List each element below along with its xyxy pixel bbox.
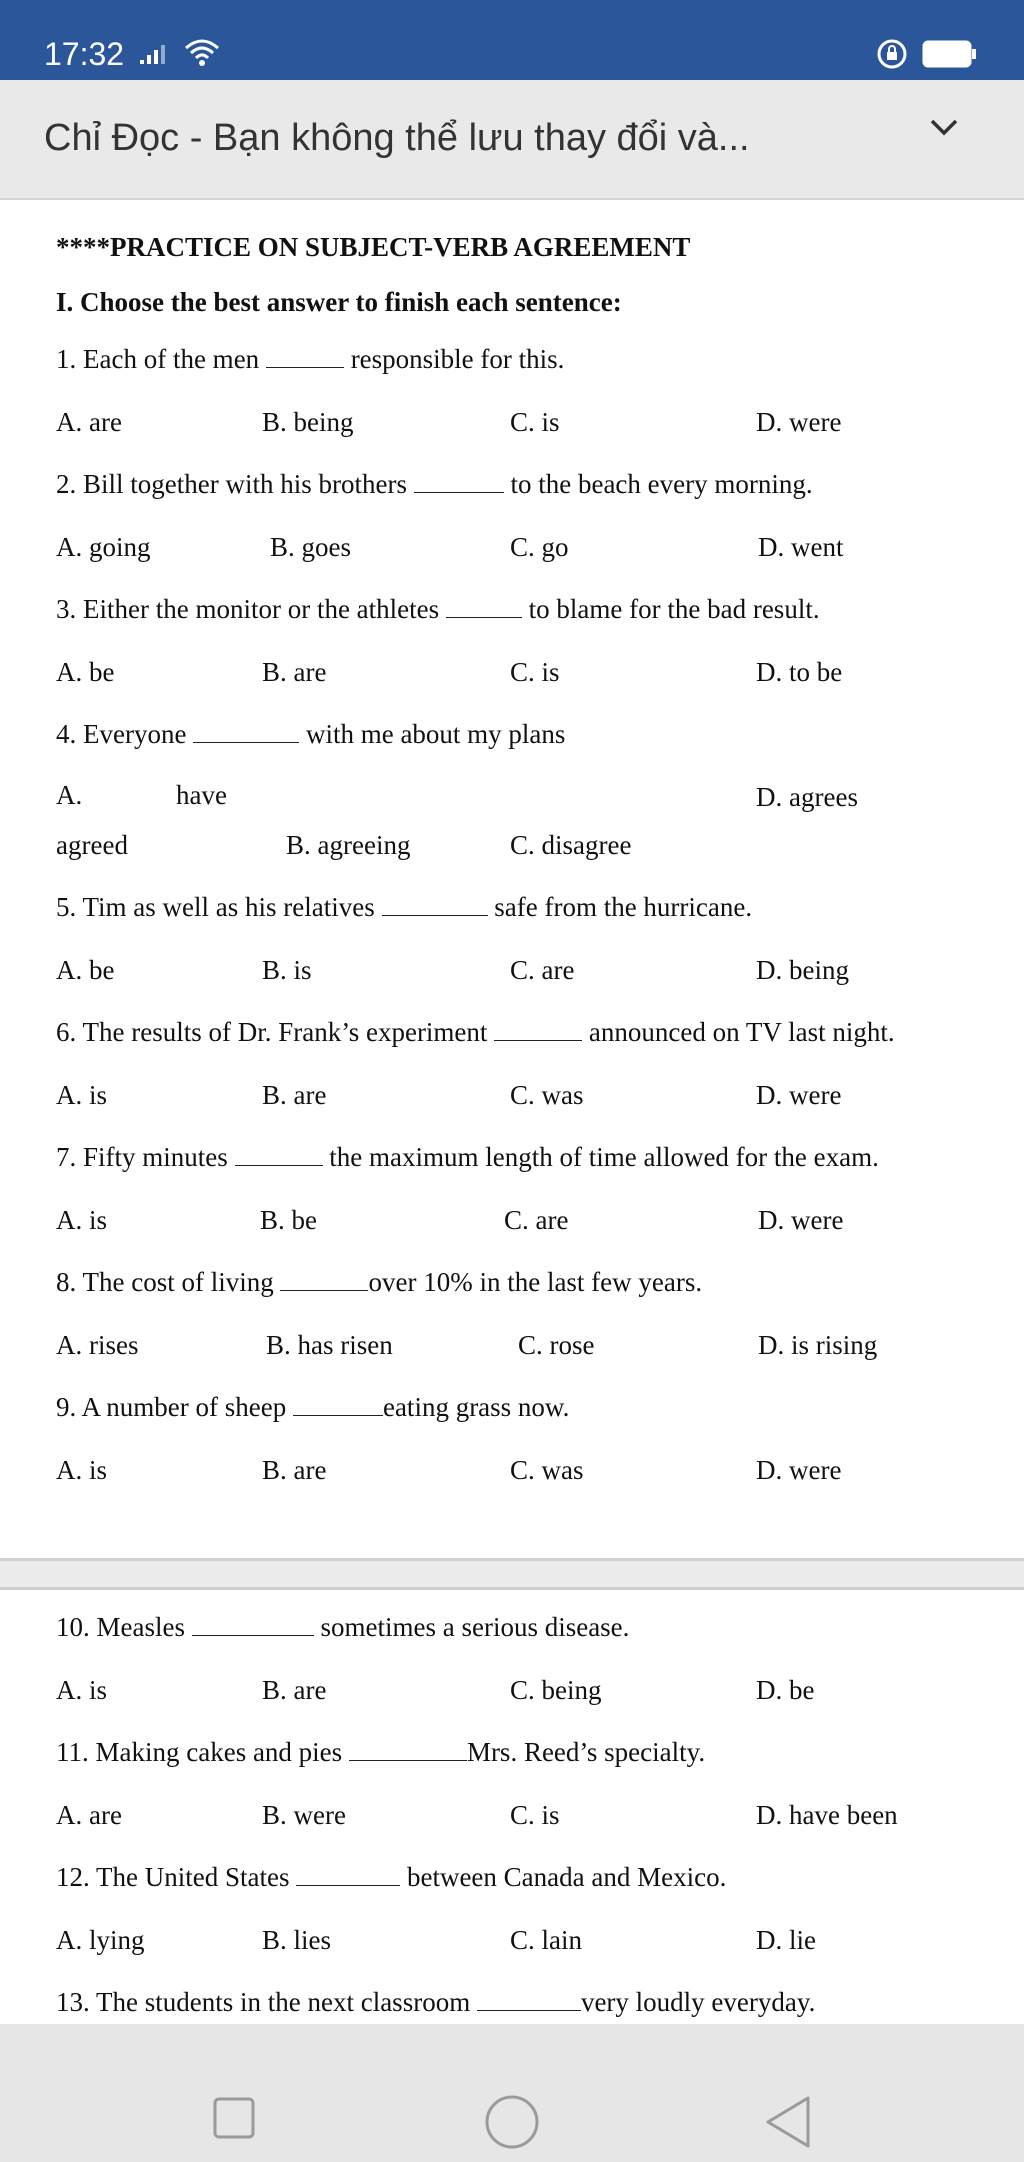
question-2: 2. Bill together with his brothers to the beach every morning. [56,469,813,499]
page-break [0,1558,1024,1590]
option-d: D. lie [756,1925,816,1955]
question-6: 6. The results of Dr. Frank’s experiment announced on TV last night. [56,1017,895,1047]
option-d: D. were [758,1205,844,1235]
option-d: D. is rising [758,1330,878,1360]
option-a: A. rises [56,1330,139,1360]
signal-bars-icon [138,42,170,66]
option-d: D. were [756,1455,842,1485]
option-c: C. are [510,955,575,985]
option-b: B. are [262,1455,327,1485]
question-5: 5. Tim as well as his relatives safe from the hurricane. [56,892,753,922]
option-a-word-1: have [176,780,227,810]
option-a: A. are [56,407,122,437]
option-a: A. is [56,1205,108,1235]
option-b: B. agreeing [286,830,411,860]
option-a: A. is [56,1080,108,1110]
option-d: D. to be [756,657,843,687]
option-b: B. has risen [266,1330,393,1360]
question-8: 8. The cost of living over 10% in the last few years. [56,1267,703,1297]
battery-icon [922,40,978,68]
question-10: 10. Measles sometimes a serious disease. [56,1612,630,1642]
option-c: C. disagree [510,830,632,860]
read-only-title-bar[interactable] [0,80,1024,200]
option-c: C. is [510,407,560,437]
document-heading: ****PRACTICE ON SUBJECT-VERB AGREEMENT [56,232,691,262]
question-4: 4. Everyone with me about my plans [56,719,566,749]
back-icon[interactable] [764,2094,812,2150]
option-a: A. be [56,955,115,985]
option-a: A. is [56,1455,108,1485]
wifi-icon [182,36,222,68]
option-b: B. being [262,407,354,437]
status-bar [0,0,1024,80]
option-a: A. are [56,1800,122,1830]
option-a: A. be [56,657,115,687]
option-b: B. were [262,1800,346,1830]
option-b: B. lies [262,1925,332,1955]
status-time: 17:32 [44,36,125,72]
question-1: 1. Each of the men responsible for this. [56,344,565,374]
question-9: 9. A number of sheep eating grass now. [56,1392,570,1422]
option-b: B. is [262,955,312,985]
question-7: 7. Fifty minutes the maximum length of time allowed for the exam. [56,1142,879,1172]
option-c: C. was [510,1080,584,1110]
document-page-1 [0,200,1024,1558]
navigation-bar [0,2024,1024,2162]
option-c: C. being [510,1675,602,1705]
option-c: C. is [510,1800,560,1830]
option-d: D. were [756,407,842,437]
question-11: 11. Making cakes and pies Mrs. Reed’s specialty. [56,1737,706,1767]
document-title: Chỉ Đọc - Bạn không thể lưu thay đổi và... [44,117,750,159]
option-d: D. agrees [756,782,858,812]
option-c: C. are [504,1205,569,1235]
option-a-word-2: agreed [56,830,128,860]
question-3: 3. Either the monitor or the athletes to blame for the bad result. [56,594,820,624]
sync-icon [876,38,908,70]
chevron-down-icon[interactable] [928,116,960,138]
option-d: D. be [756,1675,815,1705]
option-b: B. goes [270,532,351,562]
option-c: C. rose [518,1330,595,1360]
option-d: D. being [756,955,849,985]
option-b: B. are [262,1080,327,1110]
option-c: C. go [510,532,569,562]
option-c: C. is [510,657,560,687]
option-b: B. are [262,1675,327,1705]
question-13: 13. The students in the next classroom very loudly everyday. [56,1987,816,2017]
option-d: D. were [756,1080,842,1110]
option-a: A. lying [56,1925,145,1955]
option-b: B. are [262,657,327,687]
question-12: 12. The United States between Canada and Mexico. [56,1862,727,1892]
home-icon[interactable] [484,2094,540,2150]
document-page-2 [0,1590,1024,2024]
option-c: C. lain [510,1925,582,1955]
recent-apps-icon[interactable] [212,2096,256,2140]
option-b: B. be [260,1205,317,1235]
option-a: A. going [56,532,151,562]
option-a: A. is [56,1675,108,1705]
option-d: D. have been [756,1800,898,1830]
option-d: D. went [758,532,844,562]
option-c: C. was [510,1455,584,1485]
option-a-letter: A. [56,780,83,810]
exercise-instruction: I. Choose the best answer to finish each sentence: [56,287,622,317]
